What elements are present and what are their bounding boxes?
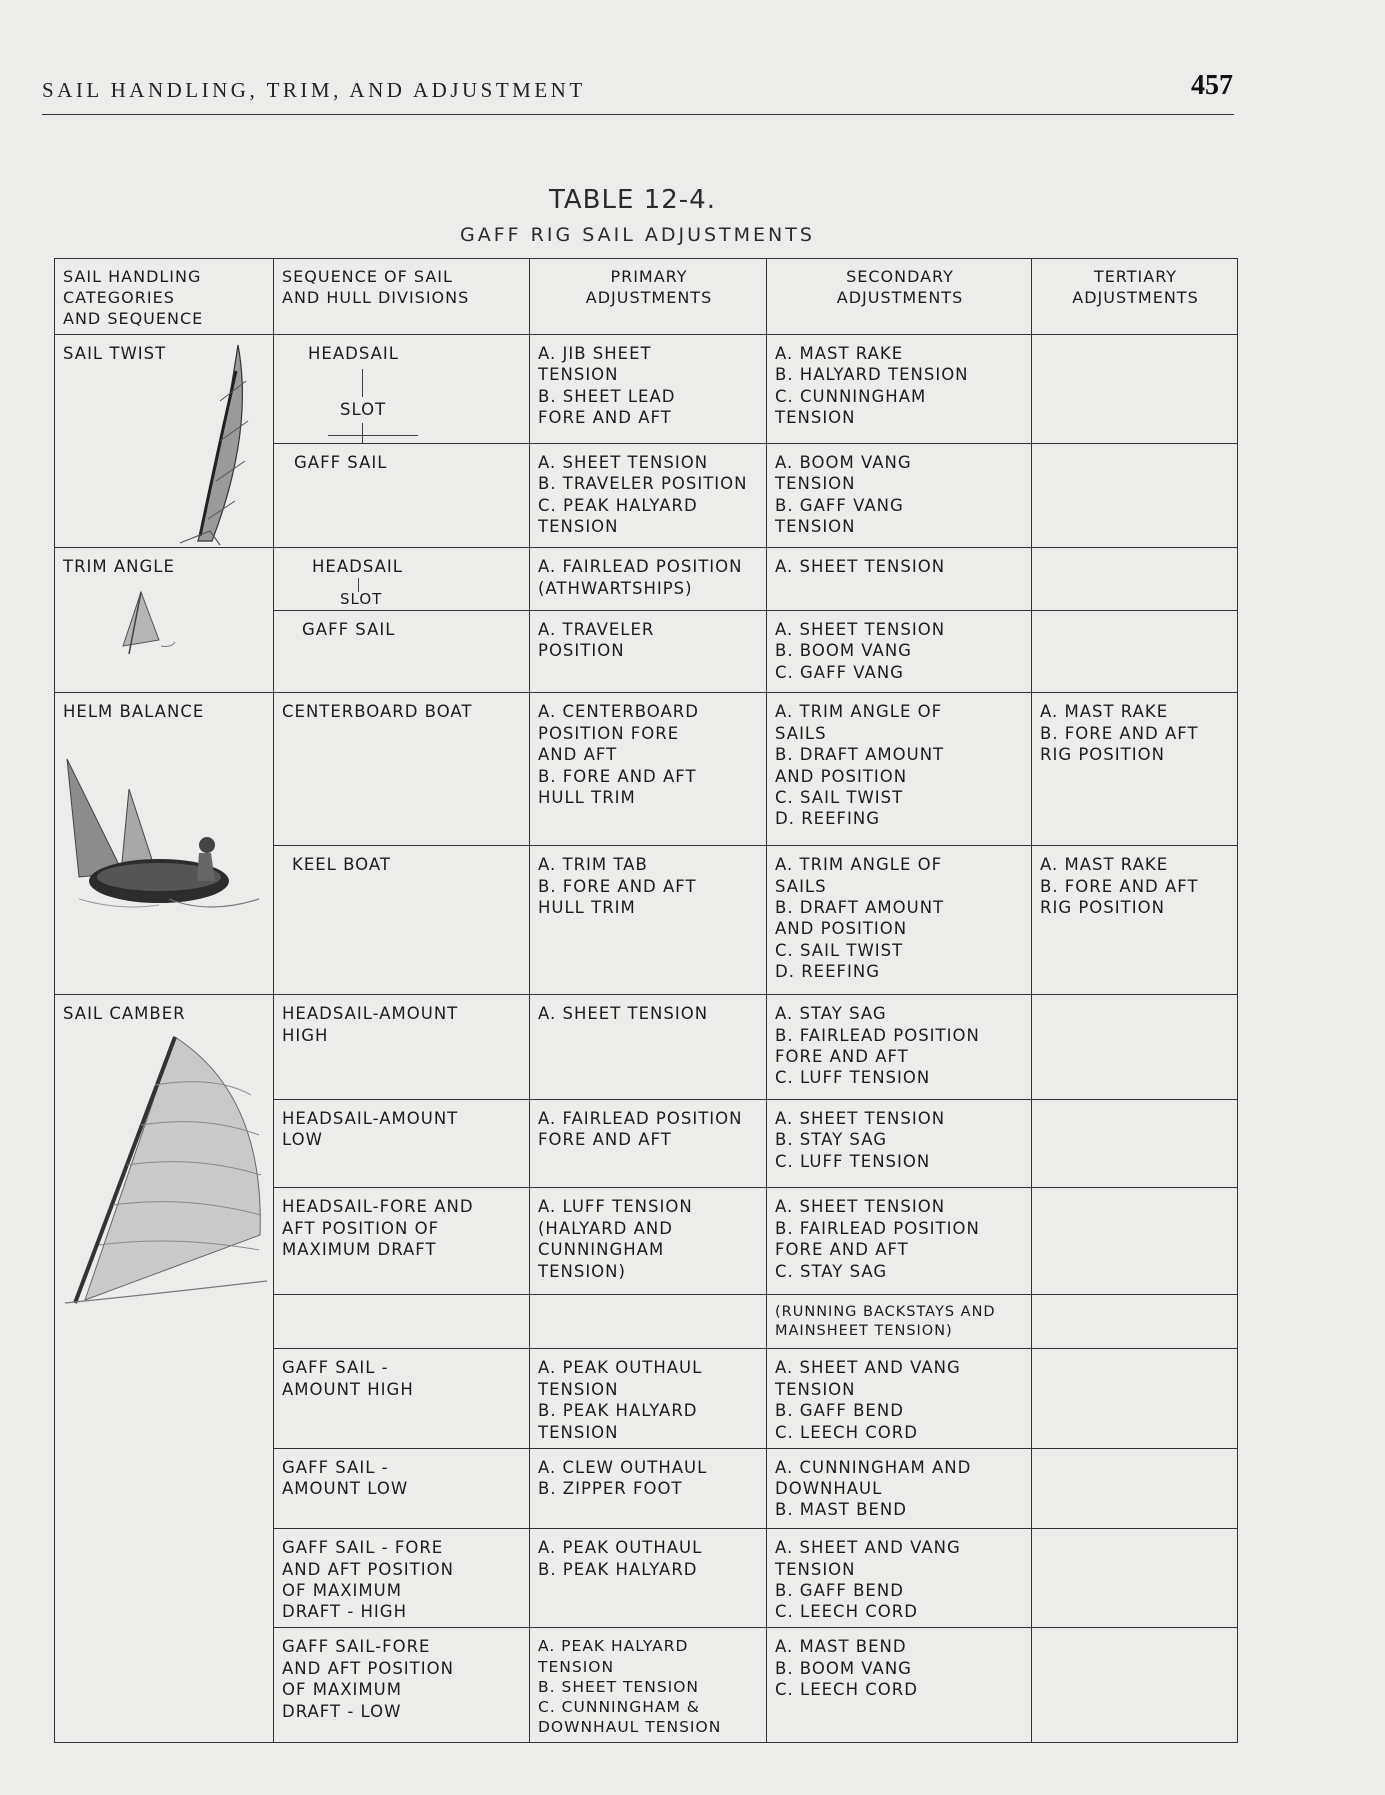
category-label: HELM BALANCE bbox=[63, 702, 205, 722]
tertiary-cell bbox=[1032, 335, 1238, 444]
slot-label: SLOT bbox=[340, 590, 383, 609]
primary-cell: A. TRAVELER POSITION bbox=[530, 610, 767, 693]
sequence-cell: HEADSAIL-FORE AND AFT POSITION OF MAXIMUM DRAFT bbox=[274, 1188, 530, 1295]
secondary-cell: A. SHEET TENSION B. BOOM VANG C. GAFF VANG bbox=[767, 610, 1032, 693]
sequence-cell bbox=[274, 1294, 530, 1348]
sequence-cell bbox=[274, 335, 530, 444]
running-head: SAIL HANDLING, TRIM, AND ADJUSTMENT bbox=[42, 78, 586, 102]
header-tertiary: TERTIARY ADJUSTMENTS bbox=[1032, 259, 1238, 335]
sequence-cell: GAFF SAIL - AMOUNT HIGH bbox=[274, 1349, 530, 1448]
tertiary-cell: A. MAST RAKE B. FORE AND AFT RIG POSITION bbox=[1032, 846, 1238, 995]
primary-cell: A. LUFF TENSION (HALYARD AND CUNNINGHAM TENSION) bbox=[530, 1188, 767, 1295]
tertiary-cell bbox=[1032, 548, 1238, 610]
secondary-cell: A. TRIM ANGLE OF SAILS B. DRAFT AMOUNT AND POSITION C. SAIL TWIST D. REEFING bbox=[767, 693, 1032, 846]
tertiary-cell bbox=[1032, 610, 1238, 693]
sequence-cell: KEEL BOAT bbox=[274, 846, 530, 995]
tertiary-cell bbox=[1032, 1529, 1238, 1628]
secondary-cell: A. SHEET TENSION bbox=[767, 548, 1032, 610]
table-row bbox=[55, 548, 1238, 610]
sequence-cell: GAFF SAIL bbox=[274, 443, 530, 548]
sequence-cell bbox=[274, 548, 530, 610]
primary-cell: A. CENTERBOARD POSITION FORE AND AFT B. FORE AND AFT HULL TRIM bbox=[530, 693, 767, 846]
sequence-cell: GAFF SAIL - FORE AND AFT POSITION OF MAXIMUM DRAFT - HIGH bbox=[274, 1529, 530, 1628]
trim-angle-sketch bbox=[115, 588, 195, 658]
category-label: SAIL CAMBER bbox=[63, 1004, 186, 1024]
secondary-cell: A. STAY SAG B. FAIRLEAD POSITION FORE AND AFT C. LUFF TENSION bbox=[767, 995, 1032, 1100]
slot-connector bbox=[362, 423, 363, 443]
primary-cell: A. PEAK HALYARD TENSION B. SHEET TENSION C. CUNNINGHAM & DOWNHAUL TENSION bbox=[530, 1628, 767, 1743]
category-trim-angle bbox=[55, 548, 274, 693]
primary-cell: A. FAIRLEAD POSITION FORE AND AFT bbox=[530, 1099, 767, 1188]
adjustments-table bbox=[54, 258, 1238, 1743]
tertiary-cell bbox=[1032, 1099, 1238, 1188]
secondary-cell: A. CUNNINGHAM AND DOWNHAUL B. MAST BEND bbox=[767, 1448, 1032, 1529]
category-sail-twist bbox=[55, 335, 274, 548]
primary-cell: A. PEAK OUTHAUL TENSION B. PEAK HALYARD TENSION bbox=[530, 1349, 767, 1448]
sail-camber-sketch bbox=[55, 1035, 270, 1305]
header-sequence: SEQUENCE OF SAIL AND HULL DIVISIONS bbox=[274, 259, 530, 335]
primary-cell: A. PEAK OUTHAUL B. PEAK HALYARD bbox=[530, 1529, 767, 1628]
tertiary-cell bbox=[1032, 1188, 1238, 1295]
table-title-text: TABLE 12-4. bbox=[549, 185, 716, 215]
category-label: SAIL TWIST bbox=[63, 344, 167, 363]
header-row bbox=[55, 259, 1238, 335]
slot-divider bbox=[328, 435, 418, 436]
sequence-text: HEADSAIL bbox=[308, 344, 399, 363]
tertiary-cell bbox=[1032, 1349, 1238, 1448]
tertiary-cell: A. MAST RAKE B. FORE AND AFT RIG POSITION bbox=[1032, 693, 1238, 846]
sequence-cell: GAFF SAIL bbox=[274, 610, 530, 693]
tertiary-cell bbox=[1032, 443, 1238, 548]
table-row bbox=[55, 335, 1238, 444]
table-subtitle bbox=[0, 224, 1385, 246]
helm-balance-sketch bbox=[59, 749, 269, 919]
sequence-cell: GAFF SAIL - AMOUNT LOW bbox=[274, 1448, 530, 1529]
secondary-cell: (RUNNING BACKSTAYS AND MAINSHEET TENSION) bbox=[767, 1294, 1032, 1348]
category-helm-balance bbox=[55, 693, 274, 995]
sequence-cell: CENTERBOARD BOAT bbox=[274, 693, 530, 846]
primary-cell: A. CLEW OUTHAUL B. ZIPPER FOOT bbox=[530, 1448, 767, 1529]
secondary-cell: A. MAST BEND B. BOOM VANG C. LEECH CORD bbox=[767, 1628, 1032, 1743]
header-categories: SAIL HANDLING CATEGORIES AND SEQUENCE bbox=[55, 259, 274, 335]
header-secondary: SECONDARY ADJUSTMENTS bbox=[767, 259, 1032, 335]
secondary-cell: A. SHEET AND VANG TENSION B. GAFF BEND C. LEECH CORD bbox=[767, 1349, 1032, 1448]
primary-cell: A. SHEET TENSION B. TRAVELER POSITION C. PEAK HALYARD TENSION bbox=[530, 443, 767, 548]
secondary-cell: A. SHEET TENSION B. STAY SAG C. LUFF TENSION bbox=[767, 1099, 1032, 1188]
page-number: 457 bbox=[1191, 70, 1233, 101]
table-row bbox=[55, 995, 1238, 1100]
secondary-cell: A. MAST RAKE B. HALYARD TENSION C. CUNNINGHAM TENSION bbox=[767, 335, 1032, 444]
table-subtitle-text: GAFF RIG SAIL ADJUSTMENTS bbox=[460, 224, 815, 246]
sequence-cell: HEADSAIL-AMOUNT LOW bbox=[274, 1099, 530, 1188]
header-primary: PRIMARY ADJUSTMENTS bbox=[530, 259, 767, 335]
sequence-cell: GAFF SAIL-FORE AND AFT POSITION OF MAXIMUM DRAFT - LOW bbox=[274, 1628, 530, 1743]
table-row bbox=[55, 693, 1238, 846]
tertiary-cell bbox=[1032, 995, 1238, 1100]
primary-cell bbox=[530, 1294, 767, 1348]
secondary-cell: A. SHEET TENSION B. FAIRLEAD POSITION FORE AND AFT C. STAY SAG bbox=[767, 1188, 1032, 1295]
slot-connector bbox=[362, 369, 363, 397]
category-sail-camber bbox=[55, 995, 274, 1743]
table-title bbox=[0, 185, 1385, 215]
category-label: TRIM ANGLE bbox=[63, 557, 175, 577]
sequence-cell: HEADSAIL-AMOUNT HIGH bbox=[274, 995, 530, 1100]
sequence-text: HEADSAIL bbox=[312, 557, 403, 577]
secondary-cell: A. BOOM VANG TENSION B. GAFF VANG TENSION bbox=[767, 443, 1032, 548]
primary-cell: A. SHEET TENSION bbox=[530, 995, 767, 1100]
primary-cell: A. JIB SHEET TENSION B. SHEET LEAD FORE AND AFT bbox=[530, 335, 767, 444]
secondary-cell: A. SHEET AND VANG TENSION B. GAFF BEND C. LEECH CORD bbox=[767, 1529, 1032, 1628]
sail-twist-sketch bbox=[150, 341, 260, 546]
tertiary-cell bbox=[1032, 1628, 1238, 1743]
header-rule bbox=[42, 114, 1234, 115]
slot-label: SLOT bbox=[340, 400, 387, 419]
primary-cell: A. TRIM TAB B. FORE AND AFT HULL TRIM bbox=[530, 846, 767, 995]
tertiary-cell bbox=[1032, 1448, 1238, 1529]
secondary-cell: A. TRIM ANGLE OF SAILS B. DRAFT AMOUNT AND POSITION C. SAIL TWIST D. REEFING bbox=[767, 846, 1032, 995]
primary-cell: A. FAIRLEAD POSITION (ATHWARTSHIPS) bbox=[530, 548, 767, 610]
tertiary-cell bbox=[1032, 1294, 1238, 1348]
